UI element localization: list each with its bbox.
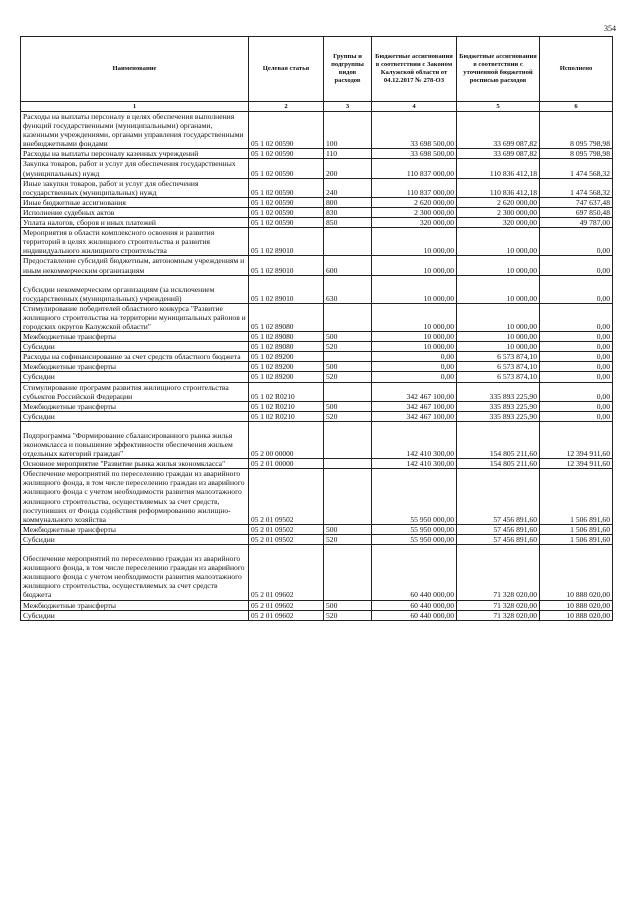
table-row	[21, 372, 613, 382]
row-expense-group	[324, 545, 372, 600]
row-target-article: 05 2 01 09602	[249, 610, 324, 620]
row-expense-group: 800	[324, 197, 372, 207]
row-law-allocation: 10 000,00	[372, 342, 457, 352]
table-row	[21, 600, 613, 610]
table-row	[21, 421, 613, 458]
row-name: Субсидии некоммерческим организациям (за исключением государственных (муниципальных) учреждений)	[21, 275, 249, 303]
table-row	[21, 178, 613, 197]
row-law-allocation: 142 410 300,00	[372, 421, 457, 458]
row-refined-allocation: 10 000,00	[457, 332, 540, 342]
row-law-allocation: 55 950 000,00	[372, 534, 457, 544]
row-name: Расходы на софинансирование за счет средств областного бюджета	[21, 352, 249, 362]
row-name: Обеспечение мероприятий по переселению граждан из аварийного жилищного фонда, в том числе переселению граждан из аварийного жилищного фонда с учетом необходимости развития малоэтажного жилищного строительства, осуществляемых за счет средств бюджета	[21, 545, 249, 600]
row-name: Обеспечение мероприятий по переселению граждан из аварийного жилищного фонда, в том числе переселению граждан из аварийного жилищного фонда с учетом необходимости развития малоэтажного жилищного строительства, осуществляемых за счет средств, поступивших от Фонда содействия реформированию жилищно-коммунального хозяйства	[21, 469, 249, 525]
row-refined-allocation: 6 573 874,10	[457, 352, 540, 362]
table-row	[21, 524, 613, 534]
row-name: Межбюджетные трансферты	[21, 524, 249, 534]
row-target-article: 05 1 02 89010	[249, 228, 324, 256]
row-executed: 1 506 891,60	[540, 524, 613, 534]
row-law-allocation: 0,00	[372, 372, 457, 382]
row-expense-group: 520	[324, 411, 372, 421]
row-refined-allocation: 10 000,00	[457, 303, 540, 331]
row-law-allocation: 10 000,00	[372, 332, 457, 342]
table-row	[21, 342, 613, 352]
row-target-article: 05 1 02 89080	[249, 332, 324, 342]
page-number: 354	[604, 24, 616, 33]
row-name: Мероприятия в области комплексного освоения и развития территорий в целях жилищного строительства и развития индивидуального жилищного строительства	[21, 228, 249, 256]
row-expense-group	[324, 469, 372, 525]
table-row	[21, 256, 613, 275]
row-name: Стимулирование победителей областного конкурса "Развитие жилищного строительства на территории муниципальных районов и городских округов Калужской области"	[21, 303, 249, 331]
table-row	[21, 159, 613, 178]
table-row	[21, 534, 613, 544]
col-number: 5	[457, 102, 540, 112]
row-law-allocation: 55 950 000,00	[372, 524, 457, 534]
row-executed: 0,00	[540, 401, 613, 411]
table-row	[21, 411, 613, 421]
row-law-allocation: 55 950 000,00	[372, 469, 457, 525]
table-row	[21, 469, 613, 525]
row-target-article: 05 1 02 89200	[249, 362, 324, 372]
row-executed: 49 787,00	[540, 218, 613, 228]
row-target-article: 05 1 02 89200	[249, 352, 324, 362]
row-executed: 0,00	[540, 382, 613, 401]
row-expense-group: 520	[324, 534, 372, 544]
row-executed: 0,00	[540, 372, 613, 382]
row-refined-allocation: 71 328 020,00	[457, 545, 540, 600]
table-row	[21, 275, 613, 303]
table-row	[21, 332, 613, 342]
col-header-expense-group: Группы и подгруппы видов расходов	[324, 37, 372, 102]
row-expense-group: 520	[324, 372, 372, 382]
row-expense-group: 110	[324, 149, 372, 159]
row-law-allocation: 10 000,00	[372, 303, 457, 331]
row-refined-allocation: 10 000,00	[457, 275, 540, 303]
row-target-article: 05 1 02 00590	[249, 178, 324, 197]
table-row	[21, 303, 613, 331]
row-executed: 1 474 568,32	[540, 178, 613, 197]
row-executed: 12 394 911,60	[540, 421, 613, 458]
table-row	[21, 218, 613, 228]
row-expense-group: 200	[324, 159, 372, 178]
row-target-article: 05 1 02 00590	[249, 218, 324, 228]
row-expense-group: 600	[324, 256, 372, 275]
row-name: Основное мероприятие "Развитие рынка жилья экономкласса"	[21, 459, 249, 469]
row-name: Субсидии	[21, 372, 249, 382]
row-expense-group: 100	[324, 112, 372, 149]
col-number: 2	[249, 102, 324, 112]
row-executed: 8 095 798,98	[540, 112, 613, 149]
row-name: Межбюджетные трансферты	[21, 401, 249, 411]
table-row	[21, 207, 613, 217]
row-law-allocation: 10 000,00	[372, 256, 457, 275]
row-executed: 10 888 020,00	[540, 600, 613, 610]
row-law-allocation: 0,00	[372, 352, 457, 362]
row-expense-group: 630	[324, 275, 372, 303]
row-refined-allocation: 110 836 412,18	[457, 159, 540, 178]
row-law-allocation: 110 837 000,00	[372, 178, 457, 197]
table-row	[21, 112, 613, 149]
row-name: Субсидии	[21, 534, 249, 544]
row-target-article: 05 1 02 00590	[249, 197, 324, 207]
row-name: Межбюджетные трансферты	[21, 362, 249, 372]
row-target-article: 05 2 01 09502	[249, 524, 324, 534]
row-target-article: 05 1 02 R0210	[249, 382, 324, 401]
row-expense-group	[324, 421, 372, 458]
row-expense-group	[324, 303, 372, 331]
col-header-refined-allocations: Бюджетные ассигнования в соответствии с уточненной бюджетной росписью расходов	[457, 37, 540, 102]
row-target-article: 05 1 02 89200	[249, 372, 324, 382]
row-executed: 0,00	[540, 362, 613, 372]
table-row	[21, 401, 613, 411]
col-number: 6	[540, 102, 613, 112]
row-expense-group: 500	[324, 332, 372, 342]
row-expense-group: 850	[324, 218, 372, 228]
row-expense-group: 240	[324, 178, 372, 197]
row-target-article: 05 2 01 09602	[249, 600, 324, 610]
row-target-article: 05 1 02 89080	[249, 342, 324, 352]
row-refined-allocation: 10 000,00	[457, 228, 540, 256]
row-expense-group: 520	[324, 610, 372, 620]
row-refined-allocation: 57 456 891,60	[457, 524, 540, 534]
col-header-executed: Исполнено	[540, 37, 613, 102]
row-expense-group: 500	[324, 524, 372, 534]
row-refined-allocation: 6 573 874,10	[457, 362, 540, 372]
row-name: Иные бюджетные ассигнования	[21, 197, 249, 207]
row-refined-allocation: 71 328 020,00	[457, 610, 540, 620]
row-law-allocation: 342 467 100,00	[372, 401, 457, 411]
row-executed: 747 637,48	[540, 197, 613, 207]
row-name: Субсидии	[21, 342, 249, 352]
row-target-article: 05 2 01 09602	[249, 545, 324, 600]
row-refined-allocation: 33 699 087,82	[457, 112, 540, 149]
row-refined-allocation: 71 328 020,00	[457, 600, 540, 610]
row-target-article: 05 1 02 00590	[249, 207, 324, 217]
row-target-article: 05 2 01 00000	[249, 459, 324, 469]
row-target-article: 05 2 01 09502	[249, 534, 324, 544]
table-row	[21, 545, 613, 600]
row-target-article: 05 2 01 09502	[249, 469, 324, 525]
row-target-article: 05 1 02 89010	[249, 256, 324, 275]
table-header	[21, 37, 613, 112]
row-executed: 0,00	[540, 256, 613, 275]
row-name: Субсидии	[21, 411, 249, 421]
row-name: Подпрограмма "Формирование сбалансированного рынка жилья экономкласса и повышение эффективности обеспечения жильем отдельных категорий граждан"	[21, 421, 249, 458]
row-expense-group: 830	[324, 207, 372, 217]
row-executed: 0,00	[540, 342, 613, 352]
row-executed: 0,00	[540, 228, 613, 256]
row-executed: 0,00	[540, 332, 613, 342]
row-law-allocation: 60 440 000,00	[372, 610, 457, 620]
col-number: 4	[372, 102, 457, 112]
row-executed: 1 506 891,60	[540, 469, 613, 525]
row-law-allocation: 33 698 500,00	[372, 112, 457, 149]
row-target-article: 05 2 00 00000	[249, 421, 324, 458]
row-refined-allocation: 320 000,00	[457, 218, 540, 228]
row-expense-group	[324, 352, 372, 362]
row-refined-allocation: 6 573 874,10	[457, 372, 540, 382]
budget-execution-table	[20, 36, 613, 621]
row-name: Межбюджетные трансферты	[21, 600, 249, 610]
row-refined-allocation: 57 456 891,60	[457, 469, 540, 525]
row-law-allocation: 342 467 100,00	[372, 411, 457, 421]
row-executed: 12 394 911,60	[540, 459, 613, 469]
row-target-article: 05 1 02 00590	[249, 159, 324, 178]
row-name: Иные закупки товаров, работ и услуг для обеспечения государственных (муниципальных) нужд	[21, 178, 249, 197]
row-refined-allocation: 110 836 412,18	[457, 178, 540, 197]
row-name: Субсидии	[21, 610, 249, 620]
row-expense-group	[324, 459, 372, 469]
row-target-article: 05 1 02 R0210	[249, 411, 324, 421]
row-law-allocation: 33 698 500,00	[372, 149, 457, 159]
row-executed: 697 850,48	[540, 207, 613, 217]
table-body	[21, 112, 613, 621]
row-law-allocation: 142 410 300,00	[372, 459, 457, 469]
row-refined-allocation: 2 300 000,00	[457, 207, 540, 217]
row-refined-allocation: 154 805 211,60	[457, 421, 540, 458]
row-executed: 10 888 020,00	[540, 610, 613, 620]
col-number: 3	[324, 102, 372, 112]
row-name: Предоставление субсидий бюджетным, автономным учреждениям и иным некоммерческим организациям	[21, 256, 249, 275]
row-law-allocation: 320 000,00	[372, 218, 457, 228]
row-refined-allocation: 10 000,00	[457, 256, 540, 275]
col-number: 1	[21, 102, 249, 112]
row-target-article: 05 1 02 00590	[249, 112, 324, 149]
col-header-target-article: Целевая статья	[249, 37, 324, 102]
row-law-allocation: 0,00	[372, 362, 457, 372]
row-law-allocation: 60 440 000,00	[372, 545, 457, 600]
row-expense-group: 500	[324, 362, 372, 372]
row-target-article: 05 1 02 89010	[249, 275, 324, 303]
table-row	[21, 197, 613, 207]
row-name: Стимулирование программ развития жилищного строительства субъектов Российской Федерации	[21, 382, 249, 401]
row-law-allocation: 2 300 000,00	[372, 207, 457, 217]
row-executed: 1 474 568,32	[540, 159, 613, 178]
table-row	[21, 459, 613, 469]
row-executed: 1 506 891,60	[540, 534, 613, 544]
row-name: Закупка товаров, работ и услуг для обеспечения государственных (муниципальных) нужд	[21, 159, 249, 178]
row-executed: 8 095 798,98	[540, 149, 613, 159]
table-row	[21, 352, 613, 362]
row-law-allocation: 342 467 100,00	[372, 382, 457, 401]
row-refined-allocation: 2 620 000,00	[457, 197, 540, 207]
row-refined-allocation: 33 699 087,82	[457, 149, 540, 159]
row-executed: 0,00	[540, 275, 613, 303]
row-expense-group	[324, 228, 372, 256]
table-row	[21, 610, 613, 620]
row-expense-group: 520	[324, 342, 372, 352]
row-name: Исполнение судебных актов	[21, 207, 249, 217]
table-row	[21, 362, 613, 372]
row-law-allocation: 10 000,00	[372, 228, 457, 256]
row-expense-group	[324, 382, 372, 401]
row-name: Расходы на выплаты персоналу казенных учреждений	[21, 149, 249, 159]
row-name: Уплата налогов, сборов и иных платежей	[21, 218, 249, 228]
row-law-allocation: 10 000,00	[372, 275, 457, 303]
col-header-law-allocations: Бюджетные ассигнования в соответствии с Законом Калужской области от 04.12.2017 № 278-ОЗ	[372, 37, 457, 102]
row-expense-group: 500	[324, 600, 372, 610]
row-refined-allocation: 335 893 225,90	[457, 382, 540, 401]
row-name: Расходы на выплаты персоналу в целях обеспечения выполнения функций государственными (муниципальными) органами, казенными учреждениями, органами управления государственными внебюджетными фондами	[21, 112, 249, 149]
row-refined-allocation: 335 893 225,90	[457, 411, 540, 421]
row-refined-allocation: 57 456 891,60	[457, 534, 540, 544]
col-header-name: Наименование	[21, 37, 249, 102]
row-law-allocation: 2 620 000,00	[372, 197, 457, 207]
row-refined-allocation: 10 000,00	[457, 342, 540, 352]
row-executed: 0,00	[540, 411, 613, 421]
row-executed: 10 888 020,00	[540, 545, 613, 600]
row-refined-allocation: 335 893 225,90	[457, 401, 540, 411]
row-law-allocation: 60 440 000,00	[372, 600, 457, 610]
row-target-article: 05 1 02 00590	[249, 149, 324, 159]
row-law-allocation: 110 837 000,00	[372, 159, 457, 178]
table-row	[21, 149, 613, 159]
table-row	[21, 228, 613, 256]
row-name: Межбюджетные трансферты	[21, 332, 249, 342]
row-refined-allocation: 154 805 211,60	[457, 459, 540, 469]
row-executed: 0,00	[540, 352, 613, 362]
row-target-article: 05 1 02 89080	[249, 303, 324, 331]
table-row	[21, 382, 613, 401]
row-target-article: 05 1 02 R0210	[249, 401, 324, 411]
row-expense-group: 500	[324, 401, 372, 411]
row-executed: 0,00	[540, 303, 613, 331]
